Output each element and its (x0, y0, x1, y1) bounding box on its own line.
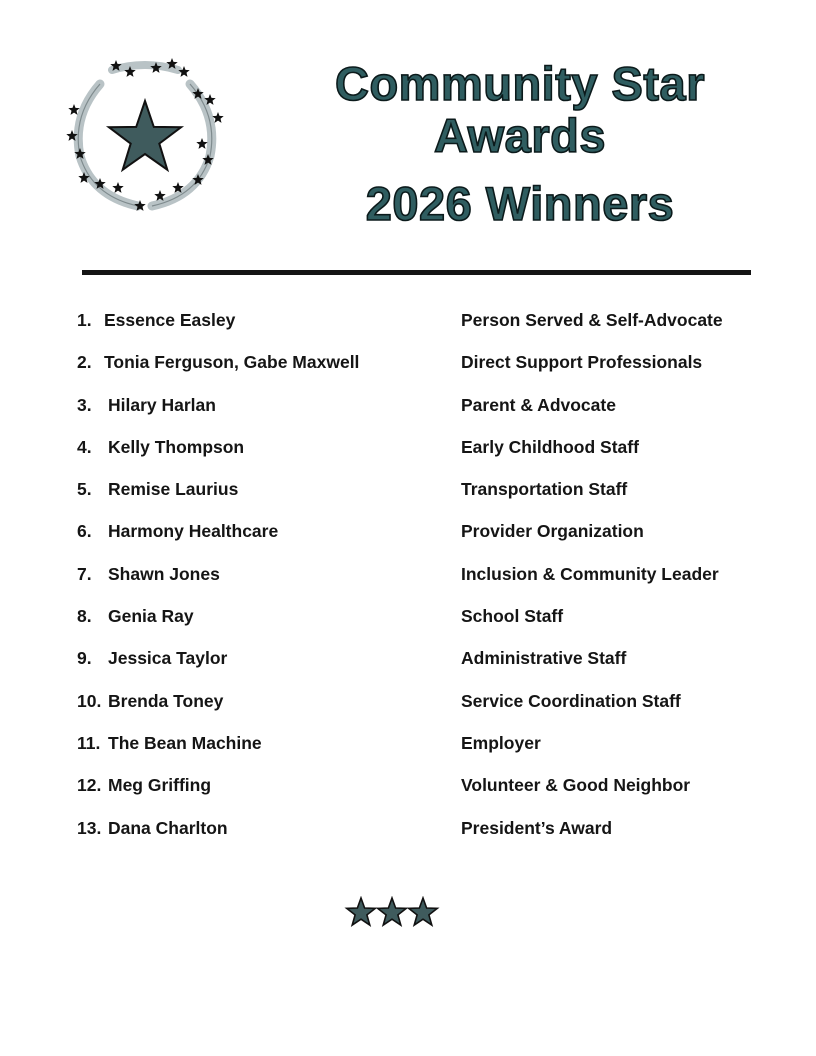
winner-name: Brenda Toney (108, 690, 224, 711)
item-number: 5. (77, 479, 92, 500)
list-item (77, 691, 767, 733)
list-item (77, 352, 767, 394)
item-number: 4. (77, 436, 92, 457)
item-number: 2. (77, 352, 92, 373)
award-category: Direct Support Professionals (461, 352, 703, 373)
list-item (77, 310, 767, 352)
center-star (109, 101, 181, 170)
list-item (77, 733, 767, 775)
award-category: School Staff (461, 606, 564, 627)
winner-name: Remise Laurius (108, 479, 239, 500)
award-category: Inclusion & Community Leader (461, 563, 719, 584)
award-category: Provider Organization (461, 521, 644, 542)
item-number: 9. (77, 648, 92, 669)
item-number: 1. (77, 310, 92, 330)
list-item (77, 395, 767, 437)
list-item (77, 775, 767, 817)
star-wreath-icon (60, 56, 230, 216)
star-icon (378, 898, 407, 925)
list-item (77, 479, 767, 521)
award-category: Service Coordination Staff (461, 690, 681, 711)
item-number: 7. (77, 563, 92, 584)
star-icon (409, 898, 438, 925)
winners-list (77, 310, 767, 860)
winner-name: Dana Charlton (108, 817, 228, 838)
list-item (77, 818, 767, 860)
award-category: Person Served & Self-Advocate (461, 310, 723, 330)
award-category: Transportation Staff (461, 479, 628, 500)
winner-name: The Bean Machine (108, 732, 262, 753)
small-star-icon (196, 138, 207, 149)
title-line-1: Community Star (335, 57, 705, 110)
list-item (77, 437, 767, 479)
winner-name: Meg Griffing (108, 775, 212, 796)
award-category: Parent & Advocate (461, 394, 616, 415)
award-category: Early Childhood Staff (461, 436, 639, 457)
list-item (77, 521, 767, 563)
list-item (77, 606, 767, 648)
winner-name: Genia Ray (108, 606, 194, 627)
list-item (77, 564, 767, 606)
winner-name: Jessica Taylor (108, 648, 228, 669)
winner-name: Hilary Harlan (108, 394, 216, 415)
winner-name: Tonia Ferguson, Gabe Maxwell (104, 352, 360, 373)
award-category: Volunteer & Good Neighbor (461, 775, 691, 796)
winner-name: Kelly Thompson (108, 436, 245, 457)
award-category: Employer (461, 732, 541, 753)
award-category: Administrative Staff (461, 648, 627, 669)
winner-name: Essence Easley (104, 310, 236, 330)
divider (82, 270, 751, 275)
item-number: 8. (77, 606, 92, 627)
star-icon (347, 898, 376, 925)
small-star-icon (112, 182, 123, 193)
title-line-2: Awards (434, 109, 606, 162)
item-number: 3. (77, 394, 92, 415)
award-category: President’s Award (461, 817, 613, 838)
list-item (77, 648, 767, 690)
title-line-3: 2026 Winners (365, 177, 675, 230)
item-number: 13. (77, 817, 102, 838)
item-number: 11. (77, 732, 101, 753)
winner-name: Shawn Jones (108, 563, 220, 584)
page-title (300, 58, 740, 230)
item-number: 10. (77, 690, 102, 711)
three-stars-icon (344, 896, 440, 930)
winner-name: Harmony Healthcare (108, 521, 279, 542)
item-number: 6. (77, 521, 92, 542)
item-number: 12. (77, 775, 102, 796)
